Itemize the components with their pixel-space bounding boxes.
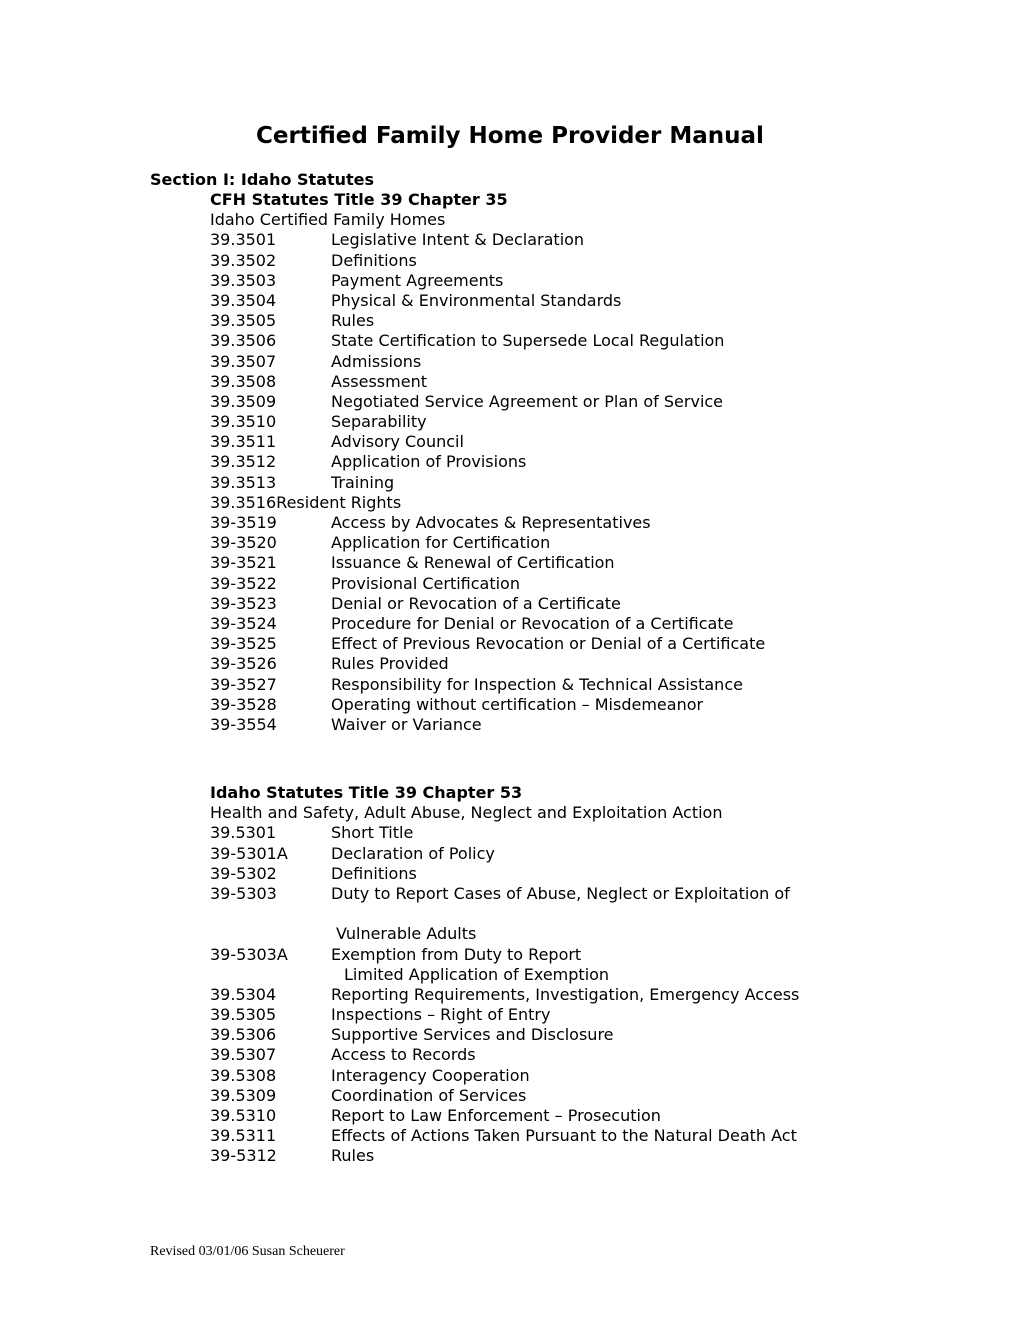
section-heading: Section I: Idaho Statutes [150,170,375,189]
statute-number: 39-5301A [210,843,288,863]
statute-row [210,1025,722,1045]
statute-number: 39.3501 [210,230,277,250]
statute-row [210,452,527,472]
statute-title: Procedure for Denial or Revocation of a Certificate [331,613,734,633]
statute-title: Admissions [331,351,422,371]
statute-number: 39.3506 [210,331,277,351]
statute-title: Training [331,472,395,492]
statute-number: 39.5311 [210,1126,277,1146]
statute-number: 39.3511 [210,432,277,452]
statute-row [210,694,704,715]
statute-title: Inspections – Right of Entry [331,1005,551,1025]
statute-number: 39.3503 [210,270,277,290]
statute-row [210,533,551,553]
statute-number: 39-3554 [210,714,277,734]
statute-number: 39.3509 [210,391,277,411]
statute-title: Access by Advocates & Representatives [331,513,651,532]
statute-row [210,573,520,594]
statute-row [210,230,585,250]
statute-title: Effects of Actions Taken Pursuant to the Natural Death Act [331,1126,797,1146]
statute-number: 39.5304 [210,984,277,1004]
statute-title: Physical & Environmental Standards [331,290,622,310]
statute-number: 39.5309 [210,1085,277,1105]
statute-row [210,372,508,392]
statute-number: 39.5301 [210,823,277,843]
statute-number: 39.3508 [210,371,277,391]
statute-row [210,613,734,634]
statute-title: Payment Agreements [331,270,504,290]
chapter-53-heading: Idaho Statutes Title 39 Chapter 53 [210,783,523,802]
statute-number: 39.3505 [210,311,277,331]
statute-number: 39-5302 [210,863,277,883]
statute-title: Short Title [331,823,414,843]
statute-row [210,553,615,573]
statute-title: Responsibility for Inspection & Technical Assistance [331,674,743,694]
statute-row [210,593,621,614]
statute-title: Separability [331,412,427,432]
statute-number: 39.3510 [210,412,277,432]
statute-number: 39.5310 [210,1106,277,1125]
statute-row [210,513,651,533]
statute-number: 39-3526 [210,654,277,674]
statute-number: 39.3502 [210,250,277,270]
chapter-35-block [210,190,766,735]
statute-row [210,634,766,654]
statute-number: 39.5305 [210,1005,277,1025]
statute-row [210,883,790,904]
statute-row [210,1005,722,1025]
statute-row [210,1086,722,1106]
statute-title: Rules [331,1146,375,1166]
statute-row [210,1146,722,1166]
statute-row [210,1106,722,1126]
chapter-53-list-b [210,984,800,1167]
statute-number: 39.3513 [210,472,277,492]
statute-row [210,1066,722,1086]
statute-row [210,823,722,843]
statute-number: 39-3522 [210,573,277,593]
statute-number: 39.5306 [210,1025,277,1045]
statute-title: Exemption from Duty to Report [331,944,582,964]
statute-title: Definitions [331,863,417,883]
statute-row [210,412,508,432]
statute-row [210,391,724,412]
statute-row [210,352,508,372]
statute-row [210,1126,797,1146]
statute-row [210,984,800,1005]
statute-title: Rules [331,311,375,331]
statute-number: 39-3527 [210,674,277,694]
chapter-53-subtitle: Health and Safety, Adult Abuse, Neglect and Exploitation Action [210,803,723,823]
statute-row [210,331,725,351]
statute-number: 39-3519 [210,513,277,532]
statute-title: Effect of Previous Revocation or Denial of a Certificate [331,634,766,654]
statute-number: 39-3521 [210,553,277,573]
statute-row [210,251,508,271]
statute-title: Access to Records [331,1045,476,1065]
statute-number: 39-5312 [210,1146,277,1166]
continuation-line: Vulnerable Adults [336,924,477,944]
statute-title: Application for Certification [331,533,551,553]
statute-title: Negotiated Service Agreement or Plan of Service [331,391,724,411]
statute-row [210,864,722,884]
statute-number: 39-3523 [210,593,277,613]
statute-title: Issuance & Renewal of Certification [331,553,615,573]
statute-number: 39-5303 [210,883,277,903]
statute-row [210,844,722,864]
statute-title: State Certification to Supersede Local Regulation [331,331,725,351]
statute-title: Operating without certification – Misdemeanor [331,694,704,714]
statute-number: 39.5307 [210,1045,277,1065]
statute-title: Waiver or Variance [331,714,482,734]
statute-number: 39-3528 [210,694,277,714]
statute-title: Advisory Council [331,432,464,452]
footer-revision: Revised 03/01/06 Susan Scheuerer [150,1244,345,1259]
statute-row [210,493,508,513]
statute-row [210,290,622,311]
statute-title: Assessment [331,371,427,391]
statute-row [210,432,508,452]
statute-number: 39-3524 [210,613,277,633]
chapter-35-subtitle: Idaho Certified Family Homes [210,210,446,230]
statute-number: 39.3512 [210,452,277,472]
statute-row [210,311,508,331]
chapter-35-list [210,230,766,735]
statute-row [210,945,722,965]
statute-row [210,674,743,695]
statute-number: 39.3507 [210,351,277,371]
statute-title: Supportive Services and Disclosure [331,1025,614,1045]
statute-row [210,271,508,291]
statute-title: Declaration of Policy [331,843,495,863]
page-title: Certified Family Home Provider Manual [256,123,764,149]
statute-title: Denial or Revocation of a Certificate [331,593,621,613]
statute-title: Coordination of Services [331,1085,527,1105]
statute-title: Report to Law Enforcement – Prosecution [331,1106,661,1125]
statute-number: 39-3525 [210,634,277,654]
statute-title: Reporting Requirements, Investigation, Emergency Access [331,984,800,1004]
statute-number: 39-5303A [210,944,288,964]
statute-title: Application of Provisions [331,452,527,472]
statute-title: Duty to Report Cases of Abuse, Neglect or Exploitation of [331,883,790,903]
chapter-35-heading: CFH Statutes Title 39 Chapter 35 [210,190,508,209]
chapter-53-block [210,783,800,1167]
chapter-53-list-a [210,823,790,904]
statute-title: Definitions [331,250,417,270]
statute-title: Provisional Certification [331,573,520,593]
statute-row [210,654,508,674]
statute-number: 39.5308 [210,1065,277,1085]
statute-row [210,473,508,493]
continuation-line-2: Limited Application of Exemption [344,964,610,984]
blank-line [210,904,722,924]
statute-row [210,715,508,735]
statute-title: Rules Provided [331,654,449,674]
statute-title: Legislative Intent & Declaration [331,230,585,250]
statute-row [210,1045,722,1065]
statute-title: Interagency Cooperation [331,1065,530,1085]
statute-number: 39-3520 [210,533,277,553]
statute-number: 39.3516Resident Rights [210,492,402,512]
statute-number: 39.3504 [210,290,277,310]
